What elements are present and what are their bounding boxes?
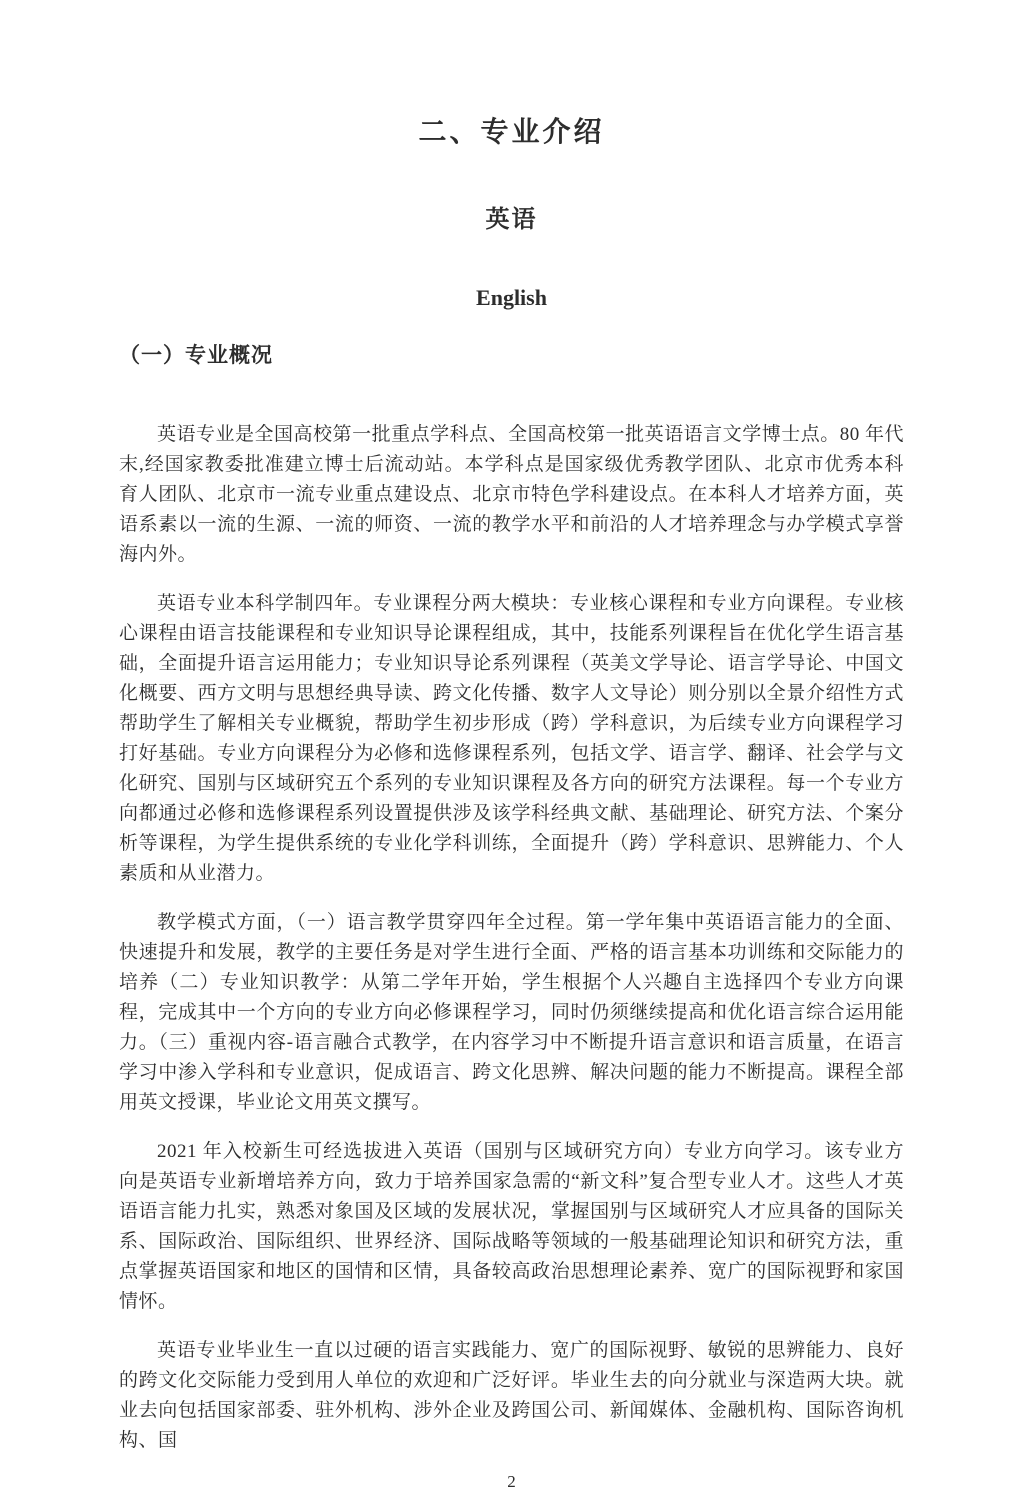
document-body <box>119 420 904 1456</box>
major-title-chinese: 英语 <box>485 207 538 233</box>
page-number: 2 <box>507 1472 516 1491</box>
page-title: 二、专业介绍 <box>418 117 605 148</box>
paragraph-history: 英语专业是全国高校第一批重点学科点、全国高校第一批英语语言文学博士点。80 年代末,经国家教委批准建立博士后流动站。本学科点是国家级优秀教学团队、北京市优秀本科育人团队、北京市一流专业重点建设点、北京市特色学科建设点。在本科人才培养方面，英语系素以一流的生源、一流的师资、一流的教学水平和前沿的人才培养理念与办学模式享誉海内外。 <box>119 424 904 565</box>
section-heading-overview: （一）专业概况 <box>119 343 273 367</box>
major-title-english: English <box>476 285 547 310</box>
paragraph-curriculum: 英语专业本科学制四年。专业课程分两大模块：专业核心课程和专业方向课程。专业核心课程由语言技能课程和专业知识导论课程组成，其中，技能系列课程旨在优化学生语言基础，全面提升语言运用能力；专业知识导论系列课程（英美文学导论、语言学导论、中国文化概要、西方文明与思想经典导读、跨文化传播、数字人文导论）则分别以全景介绍性方式帮助学生了解相关专业概貌，帮助学生初步形成（跨）学科意识，为后续专业方向课程学习打好基础。专业方向课程分为必修和选修课程系列，包括文学、语言学、翻译、社会学与文化研究、国别与区域研究五个系列的专业知识课程及各方向的研究方法课程。每一个专业方向都通过必修和选修课程系列设置提供涉及该学科经典文献、基础理论、研究方法、个案分析等课程，为学生提供系统的专业化学科训练，全面提升（跨）学科意识、思辨能力、个人素质和从业潜力。 <box>119 593 904 884</box>
paragraph-2021-direction: 2021 年入校新生可经选拔进入英语（国别与区域研究方向）专业方向学习。该专业方向是英语专业新增培养方向，致力于培养国家急需的“新文科”复合型专业人才。这些人才英语语言能力扎实，熟悉对象国及区域的发展状况，掌握国别与区域研究人才应具备的国际关系、国际政治、国际组织、世界经济、国际战略等领域的一般基础理论知识和研究方法，重点掌握英语国家和地区的国情和区情，具备较高政治思想理论素养、宽广的国际视野和家国情怀。 <box>119 1141 904 1312</box>
paragraph-graduates: 英语专业毕业生一直以过硬的语言实践能力、宽广的国际视野、敏锐的思辨能力、良好的跨文化交际能力受到用人单位的欢迎和广泛好评。毕业生去的向分就业与深造两大块。就业去向包括国家部委、驻外机构、涉外企业及跨国公司、新闻媒体、金融机构、国际咨询机构、国 <box>119 1340 904 1451</box>
paragraph-teaching-model: 教学模式方面，（一）语言教学贯穿四年全过程。第一学年集中英语语言能力的全面、快速提升和发展，教学的主要任务是对学生进行全面、严格的语言基本功训练和交际能力的培养（二）专业知识教学：从第二学年开始，学生根据个人兴趣自主选择四个专业方向课程，完成其中一个方向的专业方向必修课程学习，同时仍须继续提高和优化语言综合运用能力。（三）重视内容-语言融合式教学，在内容学习中不断提升语言意识和语言质量，在语言学习中渗入学科和专业意识，促成语言、跨文化思辨、解决问题的能力不断提高。课程全部用英文授课，毕业论文用英文撰写。 <box>119 912 904 1113</box>
